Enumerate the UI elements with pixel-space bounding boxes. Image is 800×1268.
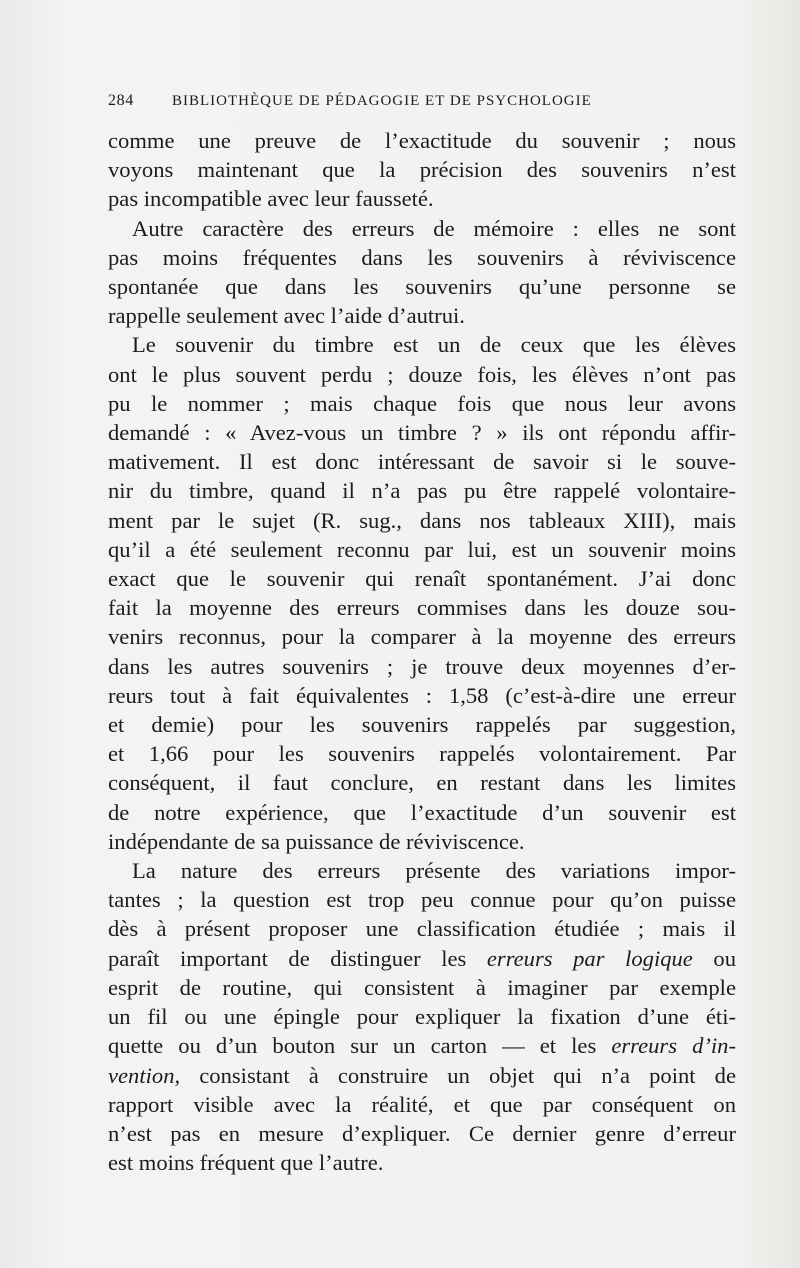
text-line: Le souvenir du timbre est un de ceux que les élèves — [132, 332, 736, 358]
body-text — [108, 126, 736, 1177]
text-line: La nature des erreurs présente des variations impor- — [132, 858, 736, 884]
text-line: conséquent, il faut conclure, en restant dans les limites — [108, 770, 736, 796]
text-line: comme une preuve de l’exactitude du souvenir ; nous — [108, 128, 736, 153]
text-line: un fil ou une épingle pour expliquer la fixation d’une éti- — [108, 1004, 736, 1030]
italic-term: erreurs par logique — [486, 945, 693, 971]
paragraph — [108, 330, 736, 856]
text-line: paraît important de distinguer les erreurs par logique ou — [108, 945, 736, 971]
text-line: ment par le sujet (R. sug., dans nos tableaux XIII), mais — [108, 507, 736, 533]
text-line: reurs tout à fait équivalentes : 1,58 (c’est-à-dire une erreur — [108, 682, 736, 708]
text-line: esprit de routine, qui consistent à imaginer par exemple — [108, 974, 736, 1000]
text-line: rapport visible avec la réalité, et que par conséquent on — [108, 1091, 736, 1117]
text-line: pu le nommer ; mais chaque fois que nous leur avons — [108, 390, 736, 416]
text-line: et 1,66 pour les souvenirs rappelés volontairement. Par — [108, 741, 736, 767]
paragraph — [108, 214, 736, 331]
text-line: qu’il a été seulement reconnu par lui, est un souvenir moins — [108, 536, 736, 562]
text-line: exact que le souvenir qui renaît spontanément. J’ai donc — [108, 566, 736, 592]
text-line: pas moins fréquentes dans les souvenirs à réviviscence — [108, 244, 736, 270]
text-line: mativement. Il est donc intéressant de savoir si le souve- — [108, 449, 736, 475]
italic-term: erreurs d’in- — [611, 1033, 736, 1059]
text-line: nir du timbre, quand il n’a pas pu être rappelé volontaire- — [108, 478, 736, 504]
text-line: rappelle seulement avec l’aide d’autrui. — [108, 303, 465, 329]
text-line: Autre caractère des erreurs de mémoire : elles ne sont — [132, 215, 736, 241]
text-line: et demie) pour les souvenirs rappelés par suggestion, — [108, 712, 736, 738]
text-line: de notre expérience, que l’exactitude d’un souvenir est — [108, 799, 736, 825]
text-line: venirs reconnus, pour la comparer à la moyenne des erreurs — [108, 624, 736, 650]
text-line: est moins fréquent que l’autre. — [108, 1150, 384, 1176]
page-header — [108, 92, 736, 110]
text-line: tantes ; la question est trop peu connue pour qu’on puisse — [108, 887, 736, 913]
text-line: quette ou d’un bouton sur un carton — et les erreurs d’in- — [108, 1033, 736, 1059]
running-title: BIBLIOTHÈQUE DE PÉDAGOGIE ET DE PSYCHOLOGIE — [172, 93, 592, 109]
text-line: demandé : « Avez-vous un timbre ? » ils ont répondu affir- — [108, 420, 736, 446]
italic-term: vention — [108, 1062, 175, 1088]
text-line: fait la moyenne des erreurs commises dans les douze sou- — [108, 595, 736, 621]
text-line: dans les autres souvenirs ; je trouve deux moyennes d’er- — [108, 653, 736, 679]
text-line: voyons maintenant que la précision des souvenirs n’est — [108, 157, 736, 183]
text-line: n’est pas en mesure d’expliquer. Ce dernier genre d’erreur — [108, 1120, 736, 1146]
paragraph — [108, 856, 736, 1177]
text-line: ont le plus souvent perdu ; douze fois, les élèves n’ont pas — [108, 361, 736, 387]
text-line: vention, consistant à construire un objet qui n’a point de — [108, 1062, 736, 1088]
text-line: indépendante de sa puissance de réviviscence. — [108, 828, 525, 854]
page-number: 284 — [108, 92, 134, 109]
text-line: spontanée que dans les souvenirs qu’une personne se — [108, 274, 736, 300]
paragraph — [108, 126, 736, 214]
text-line: pas incompatible avec leur fausseté. — [108, 186, 434, 212]
text-line: dès à présent proposer une classification étudiée ; mais il — [108, 916, 736, 942]
